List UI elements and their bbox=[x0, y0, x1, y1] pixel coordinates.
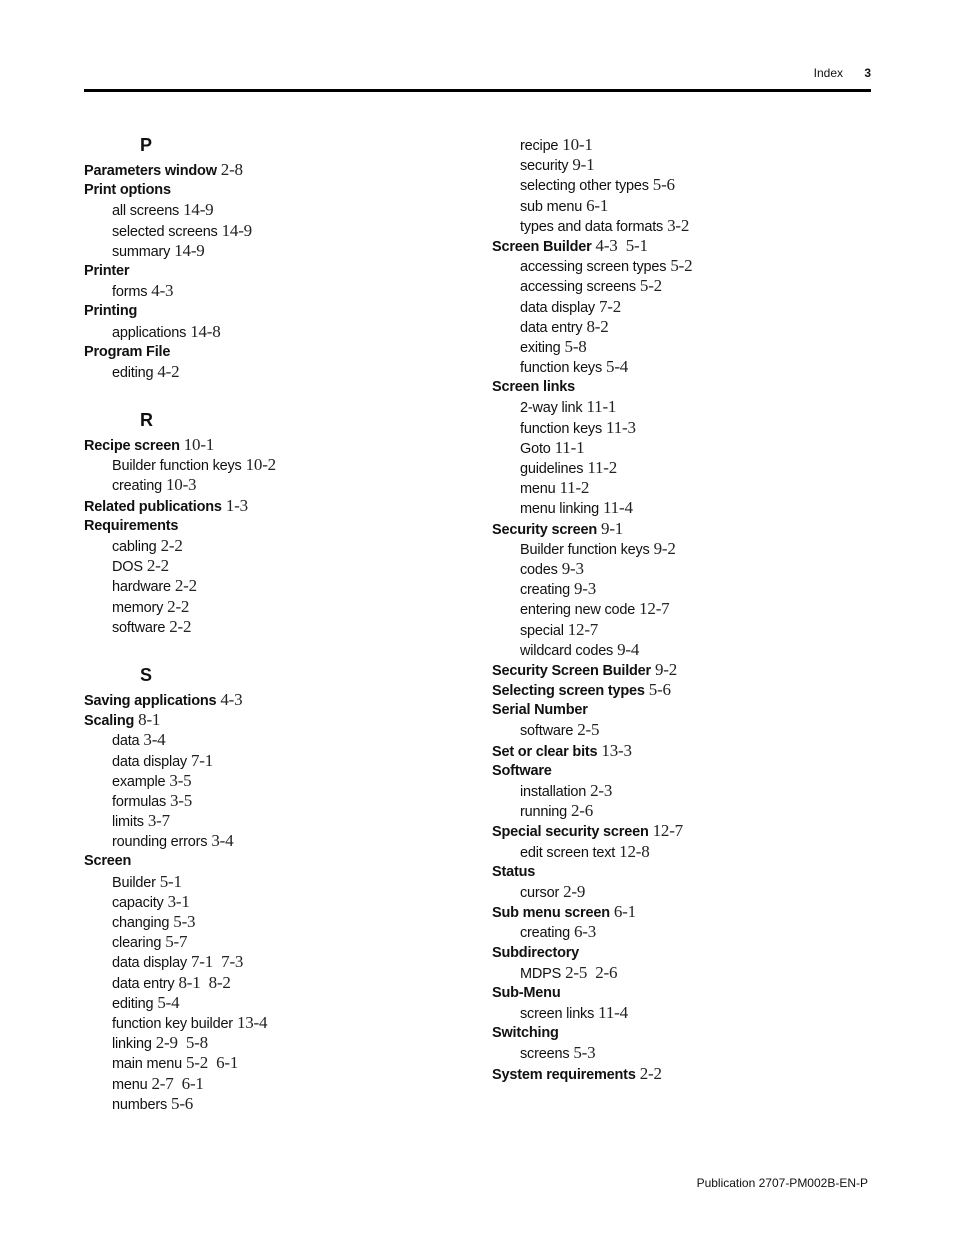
index-term: capacity bbox=[112, 894, 164, 911]
index-page-ref: 11-4 bbox=[598, 1003, 628, 1023]
index-term: memory bbox=[112, 599, 164, 616]
index-page-ref: 2-5 2-6 bbox=[565, 962, 618, 982]
index-page-ref: 9-2 bbox=[653, 538, 676, 558]
index-page-ref: 9-4 bbox=[617, 639, 640, 659]
index-sub-entry bbox=[84, 1094, 484, 1114]
index-sub-entry bbox=[84, 912, 484, 932]
index-term: Set or clear bits bbox=[492, 743, 598, 760]
index-term: linking bbox=[112, 1036, 152, 1053]
index-term: example bbox=[112, 773, 166, 790]
index-term: special bbox=[520, 622, 564, 639]
index-sub-entry bbox=[492, 963, 892, 983]
index-page-ref: 2-2 bbox=[146, 556, 169, 576]
index-term: clearing bbox=[112, 935, 162, 952]
index-page-ref: 2-9 bbox=[563, 881, 586, 901]
index-main-entry bbox=[492, 1023, 892, 1043]
index-sub-entry bbox=[492, 498, 892, 518]
index-left-column bbox=[84, 134, 484, 1114]
index-term: Parameters window bbox=[84, 163, 217, 179]
index-sub-entry bbox=[84, 831, 484, 851]
index-term: cursor bbox=[520, 884, 560, 901]
index-main-entry bbox=[84, 301, 484, 321]
index-page-ref: 11-3 bbox=[606, 417, 636, 437]
index-page-ref: 5-6 bbox=[652, 175, 675, 195]
page-header bbox=[84, 64, 871, 84]
index-sub-entry bbox=[84, 751, 484, 771]
index-page-ref: 5-1 bbox=[159, 871, 182, 891]
index-sub-entry bbox=[492, 1043, 892, 1063]
index-term: Printer bbox=[84, 262, 130, 279]
index-sub-entry bbox=[84, 617, 484, 637]
index-term: editing bbox=[112, 995, 154, 1012]
index-page-ref: 11-4 bbox=[603, 498, 633, 518]
index-sub-entry bbox=[492, 317, 892, 337]
index-page-ref: 8-1 8-2 bbox=[178, 972, 231, 992]
index-sub-entry bbox=[492, 579, 892, 599]
index-sub-entry bbox=[492, 781, 892, 801]
index-sub-entry bbox=[84, 730, 484, 750]
index-main-entry bbox=[492, 519, 892, 539]
index-page-ref: 4-3 bbox=[220, 689, 243, 709]
index-sub-entry bbox=[84, 932, 484, 952]
index-page-ref: 1-3 bbox=[225, 495, 248, 515]
index-sub-entry bbox=[84, 221, 484, 241]
index-term: System requirements bbox=[492, 1066, 636, 1083]
index-term: accessing screen types bbox=[520, 259, 667, 276]
index-page-ref: 7-2 bbox=[599, 296, 622, 316]
index-page-ref: 9-3 bbox=[561, 558, 584, 578]
index-sub-entry bbox=[492, 438, 892, 458]
index-page-ref: 12-7 bbox=[639, 599, 670, 619]
index-page-ref: 10-3 bbox=[166, 475, 197, 495]
index-term: Saving applications bbox=[84, 692, 217, 709]
index-sub-entry bbox=[84, 1033, 484, 1053]
index-page-ref: 10-1 bbox=[562, 135, 593, 154]
index-main-entry bbox=[84, 261, 484, 281]
index-main-entry bbox=[492, 741, 892, 761]
index-term: limits bbox=[112, 814, 144, 831]
header-section-title: Index bbox=[813, 66, 843, 80]
index-sub-entry bbox=[492, 620, 892, 640]
index-main-entry bbox=[492, 821, 892, 841]
index-main-entry bbox=[84, 342, 484, 362]
index-page-ref: 5-4 bbox=[606, 357, 629, 377]
index-sub-entry bbox=[492, 882, 892, 902]
index-term: Recipe screen bbox=[84, 438, 180, 455]
index-term: menu linking bbox=[520, 501, 600, 518]
index-term: Security Screen Builder bbox=[492, 662, 651, 679]
index-term: data entry bbox=[520, 319, 583, 336]
index-term: Serial Number bbox=[492, 702, 588, 719]
index-term: Subdirectory bbox=[492, 944, 580, 961]
index-page-ref: 3-4 bbox=[143, 730, 166, 750]
index-sub-entry bbox=[84, 475, 484, 495]
index-page-ref: 7-1 bbox=[191, 750, 214, 770]
index-term: software bbox=[520, 723, 574, 740]
index-page-ref: 9-3 bbox=[574, 579, 597, 599]
index-term: data entry bbox=[112, 975, 175, 992]
index-page-ref: 14-9 bbox=[174, 240, 205, 260]
index-page-ref: 5-6 bbox=[648, 680, 671, 700]
index-term: screens bbox=[520, 1046, 570, 1063]
index-sub-entry bbox=[84, 241, 484, 261]
index-term: Special security screen bbox=[492, 824, 649, 841]
index-term: changing bbox=[112, 915, 170, 931]
index-term: Scaling bbox=[84, 713, 135, 730]
index-page-ref: 2-7 6-1 bbox=[151, 1073, 204, 1093]
index-page-ref: 6-1 bbox=[586, 195, 609, 215]
index-main-entry bbox=[84, 160, 484, 180]
index-term: codes bbox=[520, 561, 558, 578]
index-page-ref: 2-2 bbox=[169, 616, 192, 636]
index-sub-entry bbox=[84, 973, 484, 993]
index-page-ref: 3-2 bbox=[667, 215, 690, 235]
index-page-ref: 9-1 bbox=[572, 155, 595, 175]
index-term: DOS bbox=[112, 559, 143, 576]
index-page-ref: 12-8 bbox=[619, 841, 650, 861]
index-sub-entry bbox=[84, 811, 484, 831]
index-sub-entry bbox=[492, 175, 892, 195]
index-term: sub menu bbox=[520, 198, 583, 215]
index-letter-heading: P bbox=[140, 135, 153, 155]
index-page-ref: 2-3 bbox=[590, 781, 613, 800]
index-term: data display bbox=[520, 299, 595, 316]
index-page-ref: 9-1 bbox=[601, 518, 624, 538]
index-main-entry bbox=[492, 700, 892, 720]
index-sub-entry bbox=[84, 952, 484, 972]
index-sub-entry bbox=[84, 1074, 484, 1094]
index-sub-entry bbox=[84, 1053, 484, 1073]
index-term: MDPS bbox=[520, 965, 562, 982]
index-page-ref: 6-1 bbox=[613, 902, 636, 922]
index-page-ref: 11-1 bbox=[586, 397, 617, 417]
index-sub-entry bbox=[84, 322, 484, 342]
index-term: Screen bbox=[84, 853, 132, 870]
index-page-ref: 2-8 bbox=[220, 160, 243, 179]
index-term: Sub menu screen bbox=[492, 905, 610, 922]
footer-publication: Publication 2707-PM002B-EN-P bbox=[696, 1176, 868, 1190]
header-rule bbox=[84, 89, 871, 92]
index-sub-entry bbox=[84, 993, 484, 1013]
index-term: Printing bbox=[84, 303, 138, 320]
index-sub-entry bbox=[492, 216, 892, 236]
index-page-ref: 3-1 bbox=[167, 891, 190, 911]
index-sub-entry bbox=[84, 281, 484, 301]
index-term: wildcard codes bbox=[520, 642, 614, 659]
index-sub-entry bbox=[84, 1013, 484, 1033]
index-page-ref: 4-3 bbox=[151, 281, 174, 301]
index-term: function key builder bbox=[112, 1015, 233, 1032]
index-sub-entry bbox=[492, 1003, 892, 1023]
index-sub-entry bbox=[492, 478, 892, 498]
index-main-entry bbox=[492, 660, 892, 680]
index-sub-entry bbox=[84, 536, 484, 556]
index-sub-entry bbox=[84, 576, 484, 596]
index-term: types and data formats bbox=[520, 218, 664, 235]
index-term: Switching bbox=[492, 1025, 559, 1042]
index-sub-entry bbox=[492, 155, 892, 175]
index-term: data bbox=[112, 733, 140, 750]
index-term: installation bbox=[520, 784, 587, 800]
index-page-ref: 2-2 bbox=[167, 596, 190, 616]
index-page-ref: 5-2 bbox=[670, 256, 693, 276]
letter-spacer bbox=[84, 382, 484, 409]
index-term: function keys bbox=[520, 360, 603, 377]
index-sub-entry bbox=[84, 455, 484, 475]
index-main-entry bbox=[84, 180, 484, 200]
index-page-ref: 2-5 bbox=[577, 720, 600, 740]
letter-spacer bbox=[84, 637, 484, 664]
index-term: Goto bbox=[520, 440, 551, 457]
index-page-ref: 9-2 bbox=[655, 659, 678, 679]
index-term: selecting other types bbox=[520, 178, 649, 195]
index-term: 2-way link bbox=[520, 400, 583, 417]
index-term: running bbox=[520, 804, 567, 821]
index-page-ref: 12-7 bbox=[567, 619, 599, 639]
index-term: cabling bbox=[112, 539, 157, 555]
index-term: Builder function keys bbox=[520, 541, 650, 558]
index-page-ref: 2-2 bbox=[160, 536, 183, 555]
index-main-entry bbox=[84, 690, 484, 710]
index-term: creating bbox=[112, 478, 162, 495]
index-page-ref: 5-4 bbox=[157, 992, 180, 1012]
index-term: menu bbox=[520, 481, 556, 498]
index-term: numbers bbox=[112, 1096, 168, 1113]
index-term: rounding errors bbox=[112, 834, 208, 851]
index-page-ref: 3-7 bbox=[147, 811, 170, 831]
index-main-entry bbox=[84, 851, 484, 871]
index-term: all screens bbox=[112, 203, 180, 220]
index-term: Related publications bbox=[84, 498, 222, 515]
index-sub-entry bbox=[492, 256, 892, 276]
index-sub-entry bbox=[492, 135, 892, 155]
index-term: menu bbox=[112, 1076, 148, 1093]
index-page-ref: 3-5 bbox=[169, 770, 192, 790]
index-page-ref: 5-7 bbox=[165, 932, 188, 952]
index-page-ref: 11-1 bbox=[554, 437, 585, 457]
index-main-entry bbox=[492, 680, 892, 700]
index-term: selected screens bbox=[112, 223, 218, 240]
index-sub-entry bbox=[492, 458, 892, 478]
index-term: Software bbox=[492, 762, 552, 779]
index-sub-entry bbox=[492, 922, 892, 942]
index-page-ref: 3-4 bbox=[211, 831, 234, 851]
header-page-number: 3 bbox=[864, 66, 871, 80]
index-term: recipe bbox=[520, 138, 559, 154]
index-term: applications bbox=[112, 324, 187, 341]
index-term: summary bbox=[112, 243, 171, 260]
index-term: Screen links bbox=[492, 379, 576, 396]
index-term: main menu bbox=[112, 1056, 182, 1073]
index-main-entry bbox=[84, 516, 484, 536]
index-main-entry bbox=[492, 236, 892, 256]
index-page-ref: 2-2 bbox=[174, 576, 197, 596]
index-page-ref: 6-3 bbox=[574, 922, 597, 942]
index-term: Sub-Menu bbox=[492, 984, 561, 1001]
index-term: editing bbox=[112, 364, 154, 381]
index-sub-entry bbox=[84, 892, 484, 912]
index-page-ref: 4-2 bbox=[157, 361, 180, 381]
index-letter-heading: R bbox=[140, 410, 153, 431]
index-page-ref: 13-3 bbox=[601, 740, 632, 760]
index-main-entry bbox=[84, 435, 484, 455]
index-sub-entry bbox=[492, 337, 892, 357]
index-sub-entry bbox=[492, 418, 892, 438]
index-sub-entry bbox=[492, 357, 892, 377]
index-term: Security screen bbox=[492, 521, 598, 538]
index-main-entry bbox=[492, 943, 892, 963]
index-sub-entry bbox=[492, 599, 892, 619]
index-term: Builder function keys bbox=[112, 458, 242, 475]
index-term: exiting bbox=[520, 339, 561, 356]
index-term: Selecting screen types bbox=[492, 683, 645, 700]
index-sub-entry bbox=[492, 539, 892, 559]
index-page-ref: 10-2 bbox=[245, 455, 276, 475]
index-term: Print options bbox=[84, 182, 171, 199]
index-sub-entry bbox=[492, 842, 892, 862]
index-page-ref: 7-1 7-3 bbox=[191, 952, 244, 972]
index-term: data display bbox=[112, 753, 187, 770]
index-sub-entry bbox=[492, 196, 892, 216]
index-letter-heading: S bbox=[140, 664, 153, 685]
index-sub-entry bbox=[492, 640, 892, 660]
index-page-ref: 5-3 bbox=[173, 912, 196, 931]
index-page-ref: 5-2 bbox=[639, 276, 662, 296]
index-main-entry bbox=[492, 1064, 892, 1084]
index-page-ref: 14-9 bbox=[183, 200, 214, 220]
index-page-ref: 3-5 bbox=[170, 790, 193, 810]
index-sub-entry bbox=[84, 556, 484, 576]
index-sub-entry bbox=[492, 297, 892, 317]
index-term: Status bbox=[492, 863, 536, 880]
index-term: function keys bbox=[520, 420, 603, 437]
index-page-ref: 5-8 bbox=[564, 336, 587, 356]
index-term: formulas bbox=[112, 793, 166, 810]
index-page-ref: 14-9 bbox=[221, 220, 252, 240]
index-term: Requirements bbox=[84, 517, 179, 534]
index-main-entry bbox=[492, 862, 892, 882]
index-page-ref: 10-1 bbox=[183, 435, 215, 455]
index-sub-entry bbox=[84, 872, 484, 892]
index-term: software bbox=[112, 619, 166, 636]
index-term: Builder bbox=[112, 874, 156, 891]
index-term: creating bbox=[520, 925, 570, 942]
index-page-ref: 5-2 6-1 bbox=[185, 1053, 239, 1073]
index-sub-entry bbox=[84, 771, 484, 791]
index-page-ref: 8-2 bbox=[586, 316, 609, 336]
index-page-ref: 11-2 bbox=[587, 458, 618, 477]
index-term: data display bbox=[112, 955, 187, 972]
index-term: security bbox=[520, 158, 569, 175]
index-sub-entry bbox=[492, 276, 892, 296]
index-sub-entry bbox=[492, 397, 892, 417]
index-page-ref: 14-8 bbox=[190, 321, 221, 341]
index-term: Program File bbox=[84, 343, 171, 360]
index-main-entry bbox=[492, 761, 892, 781]
index-sub-entry bbox=[84, 362, 484, 382]
index-page-ref: 5-3 bbox=[573, 1043, 596, 1063]
index-sub-entry bbox=[84, 597, 484, 617]
index-page-ref: 2-6 bbox=[570, 801, 594, 821]
index-term: screen links bbox=[520, 1006, 595, 1023]
index-page-ref: 5-6 bbox=[171, 1093, 194, 1113]
index-page-ref: 4-3 5-1 bbox=[595, 235, 648, 255]
index-sub-entry bbox=[492, 720, 892, 740]
index-term: edit screen text bbox=[520, 844, 616, 861]
index-sub-entry bbox=[84, 200, 484, 220]
index-sub-entry bbox=[84, 791, 484, 811]
index-term: creating bbox=[520, 582, 570, 599]
index-term: hardware bbox=[112, 579, 171, 596]
index-main-entry bbox=[492, 377, 892, 397]
index-main-entry bbox=[84, 710, 484, 730]
index-term: forms bbox=[112, 284, 148, 301]
index-sub-entry bbox=[492, 559, 892, 579]
index-page-ref: 13-4 bbox=[236, 1012, 268, 1032]
index-term: entering new code bbox=[520, 602, 636, 619]
index-page-ref: 2-9 5-8 bbox=[155, 1033, 208, 1053]
index-main-entry bbox=[84, 496, 484, 516]
index-page-ref: 12-7 bbox=[652, 821, 683, 841]
index-page-ref: 11-2 bbox=[559, 478, 590, 498]
index-term: Screen Builder bbox=[492, 238, 592, 255]
index-page-ref: 2-2 bbox=[639, 1063, 662, 1083]
index-main-entry bbox=[492, 983, 892, 1003]
index-term: accessing screens bbox=[520, 279, 636, 296]
index-sub-entry bbox=[492, 801, 892, 821]
index-term: guidelines bbox=[520, 461, 584, 477]
index-right-column bbox=[492, 135, 892, 1084]
index-page-ref: 8-1 bbox=[138, 710, 161, 730]
index-main-entry bbox=[492, 902, 892, 922]
